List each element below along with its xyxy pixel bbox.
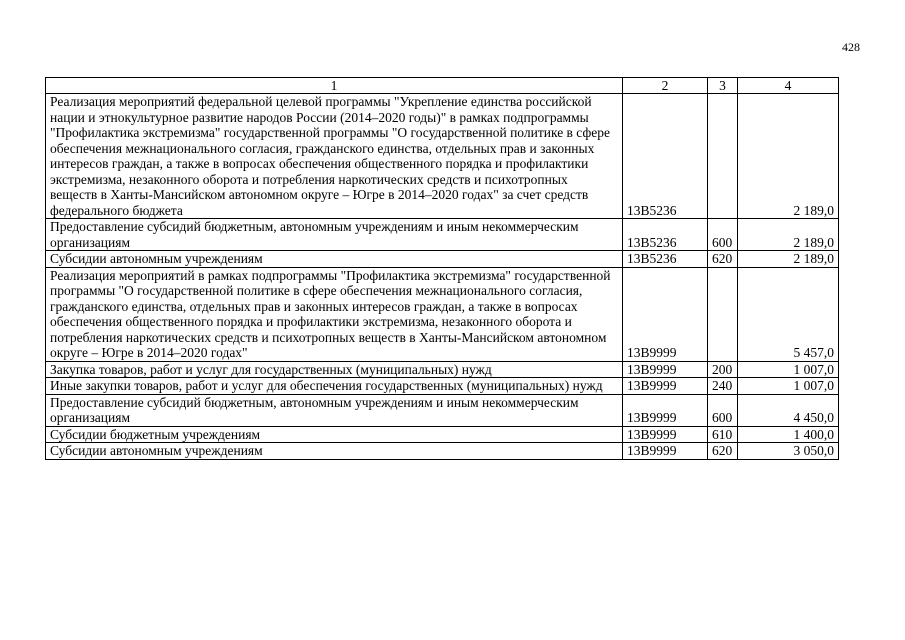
row-code: 13В9999 (623, 361, 708, 378)
row-name: Субсидии бюджетным учреждениям (46, 426, 623, 443)
row-name: Реализация мероприятий федеральной целевой программы "Укрепление единства российской нации и этнокультурное развитие народов России (2014–2020 годы)" в рамках подпрограммы "Профилактика экстремизма" государственной программы "О государственной политике в сфере обеспечения межнационального согласия, гражданского единства, отдельных прав и законных интересов граждан, а также в вопросах обеспечения общественного порядка и профилактики экстремизма, незаконного оборота и потребления наркотических средств и психотропных веществ в Ханты-Мансийском автономном округе – Югре в 2014–2020 годах" за счет средств федерального бюджета (46, 94, 623, 219)
row-name: Реализация мероприятий в рамках подпрограммы "Профилактика экстремизма" государственной программы "О государственной политике в сфере обеспечения межнационального согласия, гражданского единства, отдельных прав и законных интересов граждан, а также в вопросах обеспечения общественного порядка и профилактики экстремизма, незаконного оборота и потребления наркотических средств и психотропных веществ в Ханты-Мансийском автономном округе – Югре в 2014–2020 годах" (46, 267, 623, 361)
row-name: Субсидии автономным учреждениям (46, 251, 623, 268)
table-row (46, 361, 839, 378)
row-code: 13В9999 (623, 443, 708, 460)
row-amount: 5 457,0 (738, 267, 839, 361)
header-col-3: 3 (708, 78, 738, 94)
row-code: 13В9999 (623, 378, 708, 395)
row-type: 200 (708, 361, 738, 378)
row-type (708, 267, 738, 361)
row-amount: 2 189,0 (738, 219, 839, 251)
row-amount: 4 450,0 (738, 394, 839, 426)
table-row (46, 219, 839, 251)
row-name: Предоставление субсидий бюджетным, автономным учреждениям и иным некоммерческим организациям (46, 394, 623, 426)
table-row (46, 267, 839, 361)
row-code: 13В9999 (623, 267, 708, 361)
table-row (46, 94, 839, 219)
row-type (708, 94, 738, 219)
table-row (46, 426, 839, 443)
row-code: 13В9999 (623, 394, 708, 426)
row-code: 13В5236 (623, 251, 708, 268)
header-row (46, 78, 839, 94)
row-name: Субсидии автономным учреждениям (46, 443, 623, 460)
row-name: Закупка товаров, работ и услуг для государственных (муниципальных) нужд (46, 361, 623, 378)
row-amount: 1 007,0 (738, 361, 839, 378)
row-amount: 2 189,0 (738, 251, 839, 268)
table-header (46, 78, 839, 94)
row-amount: 3 050,0 (738, 443, 839, 460)
row-type: 620 (708, 251, 738, 268)
table-row (46, 394, 839, 426)
row-amount: 2 189,0 (738, 94, 839, 219)
row-code: 13В5236 (623, 94, 708, 219)
row-type: 600 (708, 219, 738, 251)
row-type: 610 (708, 426, 738, 443)
row-type: 600 (708, 394, 738, 426)
row-code: 13В5236 (623, 219, 708, 251)
budget-table (45, 77, 839, 460)
table-row (46, 378, 839, 395)
header-col-1: 1 (46, 78, 623, 94)
row-name: Предоставление субсидий бюджетным, автономным учреждениям и иным некоммерческим организациям (46, 219, 623, 251)
row-amount: 1 400,0 (738, 426, 839, 443)
row-amount: 1 007,0 (738, 378, 839, 395)
table-body (46, 94, 839, 460)
row-type: 620 (708, 443, 738, 460)
table-row (46, 251, 839, 268)
row-name: Иные закупки товаров, работ и услуг для обеспечения государственных (муниципальных) нужд (46, 378, 623, 395)
row-type: 240 (708, 378, 738, 395)
table-row (46, 443, 839, 460)
row-code: 13В9999 (623, 426, 708, 443)
header-col-4: 4 (738, 78, 839, 94)
header-col-2: 2 (623, 78, 708, 94)
page-number: 428 (842, 40, 860, 54)
